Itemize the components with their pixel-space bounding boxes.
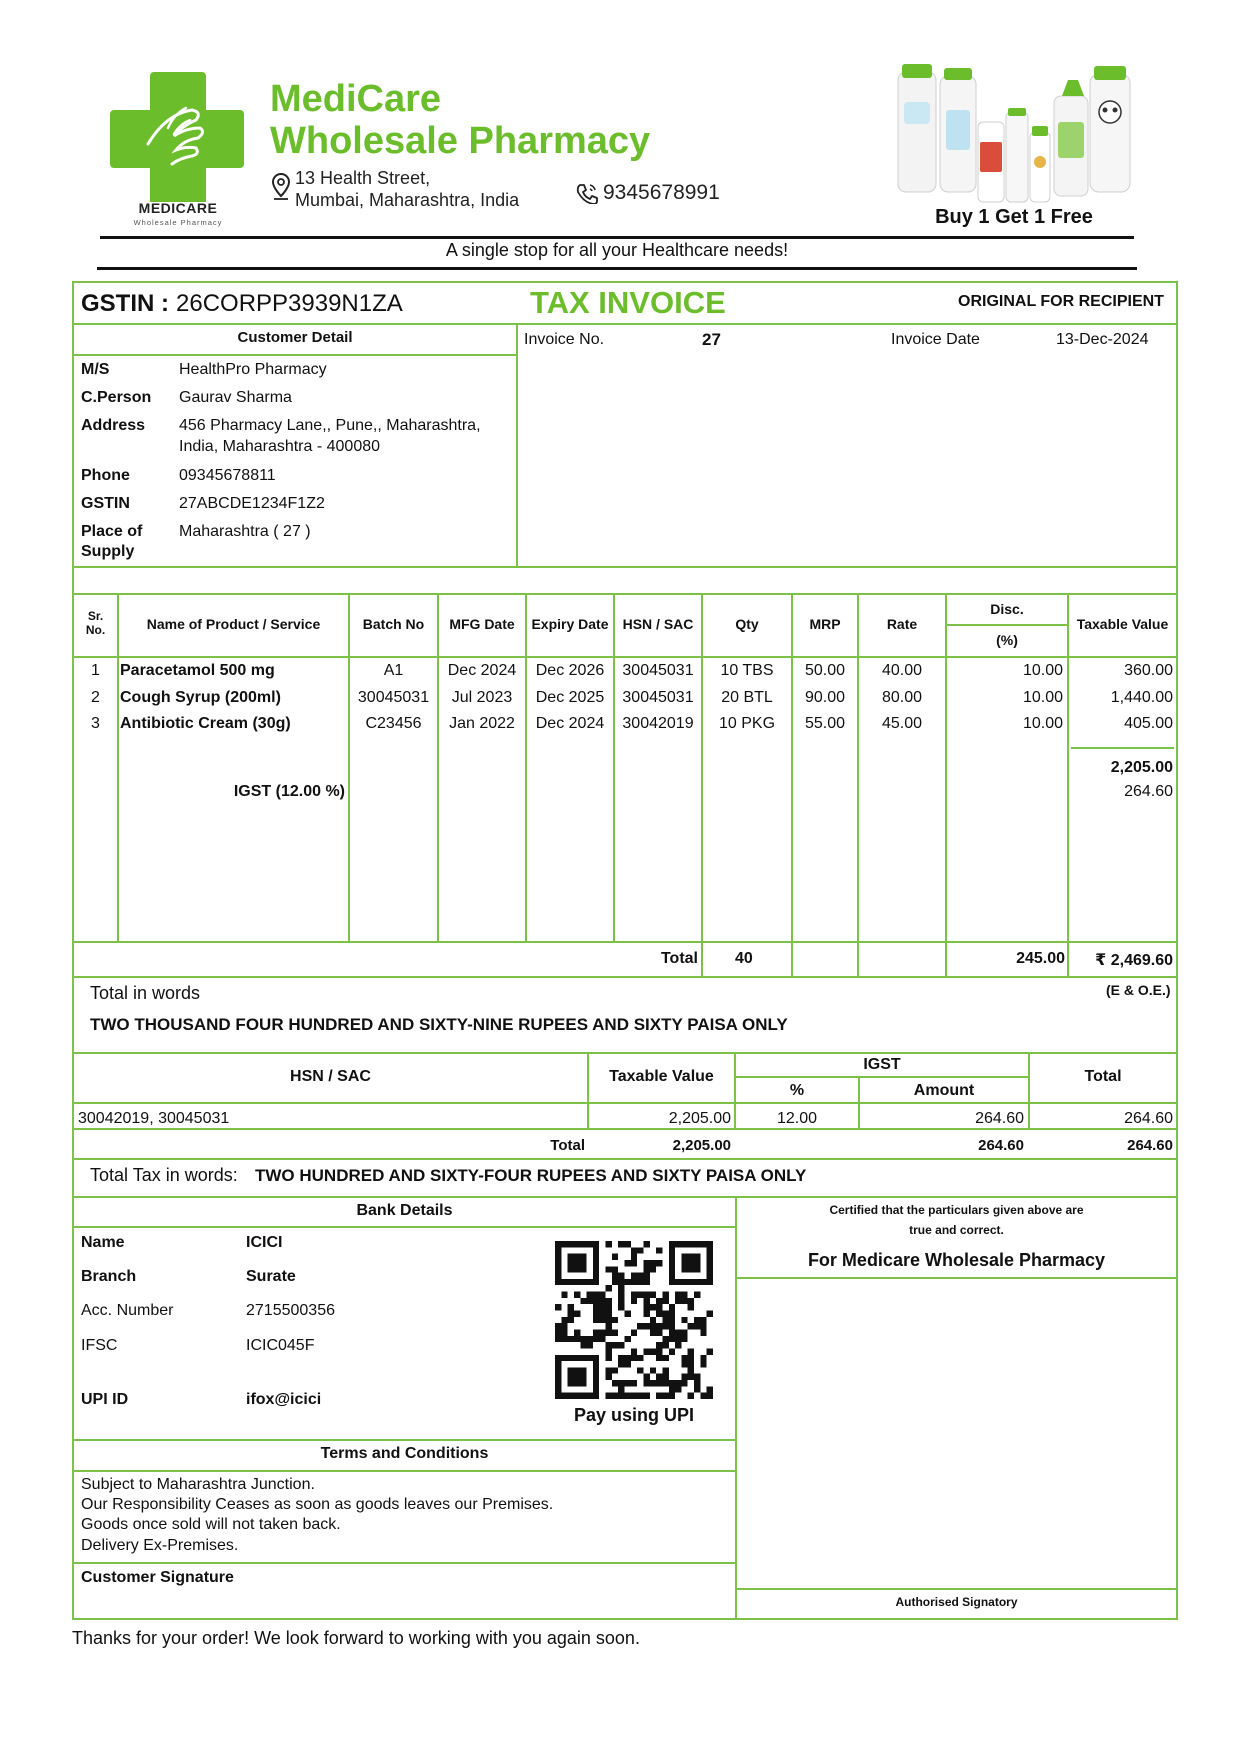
upi-id-label: UPI ID <box>81 1391 129 1408</box>
item-mfg: Jul 2023 <box>451 689 513 706</box>
invoice-date-label: Invoice Date <box>891 331 980 348</box>
item-mrp: 90.00 <box>804 689 846 706</box>
ts-hsn-value: 30042019, 30045031 <box>78 1110 230 1127</box>
phone-icon <box>575 182 599 204</box>
header-rule-top <box>100 236 1134 239</box>
item-sr: 2 <box>91 689 100 706</box>
bank-branch: Surate <box>246 1268 296 1285</box>
header-rule-bottom <box>97 267 1137 270</box>
eoe-note: (E & O.E.) <box>1106 982 1171 998</box>
copy-label: ORIGINAL FOR RECIPIENT <box>958 293 1164 310</box>
item-hsn: 30042019 <box>622 715 694 732</box>
ts-taxable-value: 2,205.00 <box>668 1110 731 1127</box>
th-expiry-date: Expiry Date <box>531 616 609 632</box>
for-company: For Medicare Wholesale Pharmacy <box>807 1250 1106 1270</box>
invoice-date: 13-Dec-2024 <box>1056 331 1149 348</box>
bank-branch-label: Branch <box>81 1268 137 1285</box>
th-mrp: MRP <box>809 616 841 632</box>
ts-total-header: Total <box>1084 1068 1122 1085</box>
seller-gstin: 26CORPP3939N1ZA <box>176 290 403 317</box>
authorised-signatory: Authorised Signatory <box>895 1595 1018 1609</box>
bank-name-label: Name <box>81 1234 125 1251</box>
item-disc: 10.00 <box>1022 715 1063 732</box>
tax-in-words: TWO HUNDRED AND SIXTY-FOUR RUPEES AND SIXTY PAISA ONLY <box>255 1166 807 1185</box>
ts-taxable-header: Taxable Value <box>609 1068 714 1085</box>
th-qty: Qty <box>735 616 759 632</box>
ts-total-taxable: 2,205.00 <box>672 1137 731 1154</box>
company-address-line1: 13 Health Street, <box>295 168 431 188</box>
company-phone: 9345678991 <box>603 181 720 204</box>
item-mrp: 50.00 <box>804 662 846 679</box>
item-batch: 30045031 <box>357 689 430 706</box>
ts-amount-value: 264.60 <box>975 1110 1024 1127</box>
customer-address-line2: India, Maharashtra - 400080 <box>179 438 381 455</box>
item-name: Paracetamol 500 mg <box>120 662 275 679</box>
ts-total-label: Total <box>550 1137 585 1154</box>
bank-name: ICICI <box>246 1234 283 1251</box>
upi-id: ifox@icici <box>246 1391 322 1408</box>
place-of-supply-label-2: Supply <box>81 543 135 560</box>
terms-line: Our Responsibility Ceases as soon as goods leaves our Premises. <box>81 1496 554 1513</box>
place-of-supply: Maharashtra ( 27 ) <box>179 523 311 540</box>
invoice-number: 27 <box>702 330 721 349</box>
total-in-words-label: Total in words <box>90 983 201 1003</box>
customer-gstin-label: GSTIN <box>81 495 130 512</box>
gstin-label: GSTIN : <box>81 290 169 317</box>
item-disc: 10.00 <box>1022 662 1063 679</box>
item-rate: 45.00 <box>881 715 923 732</box>
logo-wordmark: MEDICARE <box>138 200 218 216</box>
company-address-line2: Mumbai, Maharashtra, India <box>295 190 520 210</box>
item-expiry: Dec 2024 <box>535 715 605 732</box>
baby-products-image <box>890 62 1140 207</box>
certification-line2: true and correct. <box>909 1223 1004 1237</box>
customer-detail-header: Customer Detail <box>237 329 353 346</box>
customer-name: HealthPro Pharmacy <box>179 361 327 378</box>
item-expiry: Dec 2025 <box>535 689 605 706</box>
ts-pct-value: 12.00 <box>776 1110 818 1127</box>
th-rate: Rate <box>886 616 918 632</box>
thank-you-note: Thanks for your order! We look forward to working with you again soon. <box>72 1628 640 1648</box>
place-of-supply-label: Place of <box>81 523 143 540</box>
item-mrp: 55.00 <box>804 715 846 732</box>
ts-total-amount: 264.60 <box>978 1137 1024 1154</box>
ifsc-code: ICIC045F <box>246 1337 315 1354</box>
item-taxable: 405.00 <box>1124 715 1173 732</box>
ifsc-label: IFSC <box>81 1337 118 1354</box>
tax-in-words-label: Total Tax in words: <box>90 1165 238 1185</box>
customer-gstin: 27ABCDE1234F1Z2 <box>179 495 325 512</box>
qr-caption: Pay using UPI <box>573 1405 695 1425</box>
address-label: Address <box>81 417 146 434</box>
th-batch: Batch No <box>362 616 425 632</box>
terms-line: Delivery Ex-Premises. <box>81 1537 239 1554</box>
igst-label: IGST (12.00 %) <box>233 783 345 800</box>
igst-amount: 264.60 <box>1124 783 1173 800</box>
item-name: Antibiotic Cream (30g) <box>120 715 291 732</box>
item-rate: 80.00 <box>881 689 923 706</box>
item-qty: 20 BTL <box>721 689 773 706</box>
account-number: 2715500356 <box>246 1302 335 1319</box>
item-rate: 40.00 <box>881 662 923 679</box>
terms-header: Terms and Conditions <box>320 1445 489 1462</box>
company-name-line2: Wholesale Pharmacy <box>270 120 651 162</box>
item-batch: C23456 <box>365 715 422 732</box>
item-mfg: Dec 2024 <box>447 662 517 679</box>
item-qty: 10 PKG <box>718 715 776 732</box>
th-mfg-date: MFG Date <box>449 616 515 632</box>
th-taxable-value: Taxable Value <box>1076 616 1169 632</box>
terms-line: Goods once sold will not taken back. <box>81 1516 341 1533</box>
th-sr-2: No. <box>85 623 106 637</box>
item-sr: 3 <box>91 715 100 732</box>
item-expiry: Dec 2026 <box>535 662 605 679</box>
total-in-words: TWO THOUSAND FOUR HUNDRED AND SIXTY-NINE RUPEES AND SIXTY PAISA ONLY <box>90 1015 788 1034</box>
item-taxable: 360.00 <box>1124 662 1173 679</box>
item-sr: 1 <box>91 662 100 679</box>
items-total-label: Total <box>660 950 698 967</box>
ts-amount-header: Amount <box>913 1082 975 1099</box>
contact-person: Gaurav Sharma <box>179 389 292 406</box>
ms-label: M/S <box>81 361 110 378</box>
location-pin-icon <box>270 172 292 202</box>
invoice-no-label: Invoice No. <box>524 331 605 348</box>
ts-pct-header: % <box>789 1082 805 1099</box>
customer-phone: 09345678811 <box>179 467 276 484</box>
th-product-name: Name of Product / Service <box>146 616 321 632</box>
phone-label: Phone <box>81 467 130 484</box>
ts-total-value: 264.60 <box>1124 1110 1173 1127</box>
item-hsn: 30045031 <box>622 689 694 706</box>
items-total-qty: 40 <box>735 950 753 967</box>
item-hsn: 30045031 <box>622 662 694 679</box>
ts-total-total: 264.60 <box>1127 1137 1173 1154</box>
ts-igst-header: IGST <box>863 1056 901 1073</box>
items-subtotal: 2,205.00 <box>1110 759 1173 776</box>
item-disc: 10.00 <box>1022 689 1063 706</box>
company-name-line1: MediCare <box>270 78 442 120</box>
logo-subtitle: Wholesale Pharmacy <box>133 218 223 227</box>
item-mfg: Jan 2022 <box>449 715 515 732</box>
customer-signature-label: Customer Signature <box>81 1569 234 1586</box>
certification-line1: Certified that the particulars given above are <box>829 1203 1084 1217</box>
offer-text: Buy 1 Get 1 Free <box>935 206 1093 228</box>
bank-details-header: Bank Details <box>356 1202 453 1219</box>
upi-qr-code-icon <box>555 1241 713 1399</box>
grand-total: ₹ 2,469.60 <box>1095 952 1173 969</box>
account-number-label: Acc. Number <box>81 1302 174 1319</box>
th-sr-1: Sr. <box>87 609 104 623</box>
th-hsn: HSN / SAC <box>622 616 694 632</box>
terms-line: Subject to Maharashtra Junction. <box>81 1476 315 1493</box>
ts-hsn-header: HSN / SAC <box>290 1068 371 1085</box>
invoice-header <box>0 0 1240 275</box>
item-qty: 10 TBS <box>720 662 774 679</box>
th-disc: Disc. <box>990 601 1024 617</box>
customer-address-line1: 456 Pharmacy Lane,, Pune,, Maharashtra, <box>179 417 481 434</box>
item-batch: A1 <box>383 662 404 679</box>
invoice-title: TAX INVOICE <box>530 285 726 320</box>
th-disc-pct: (%) <box>996 632 1018 648</box>
contact-person-label: C.Person <box>81 389 152 406</box>
items-total-disc: 245.00 <box>1016 950 1065 967</box>
tagline: A single stop for all your Healthcare needs! <box>445 240 789 260</box>
item-name: Cough Syrup (200ml) <box>120 689 281 706</box>
item-taxable: 1,440.00 <box>1110 689 1173 706</box>
